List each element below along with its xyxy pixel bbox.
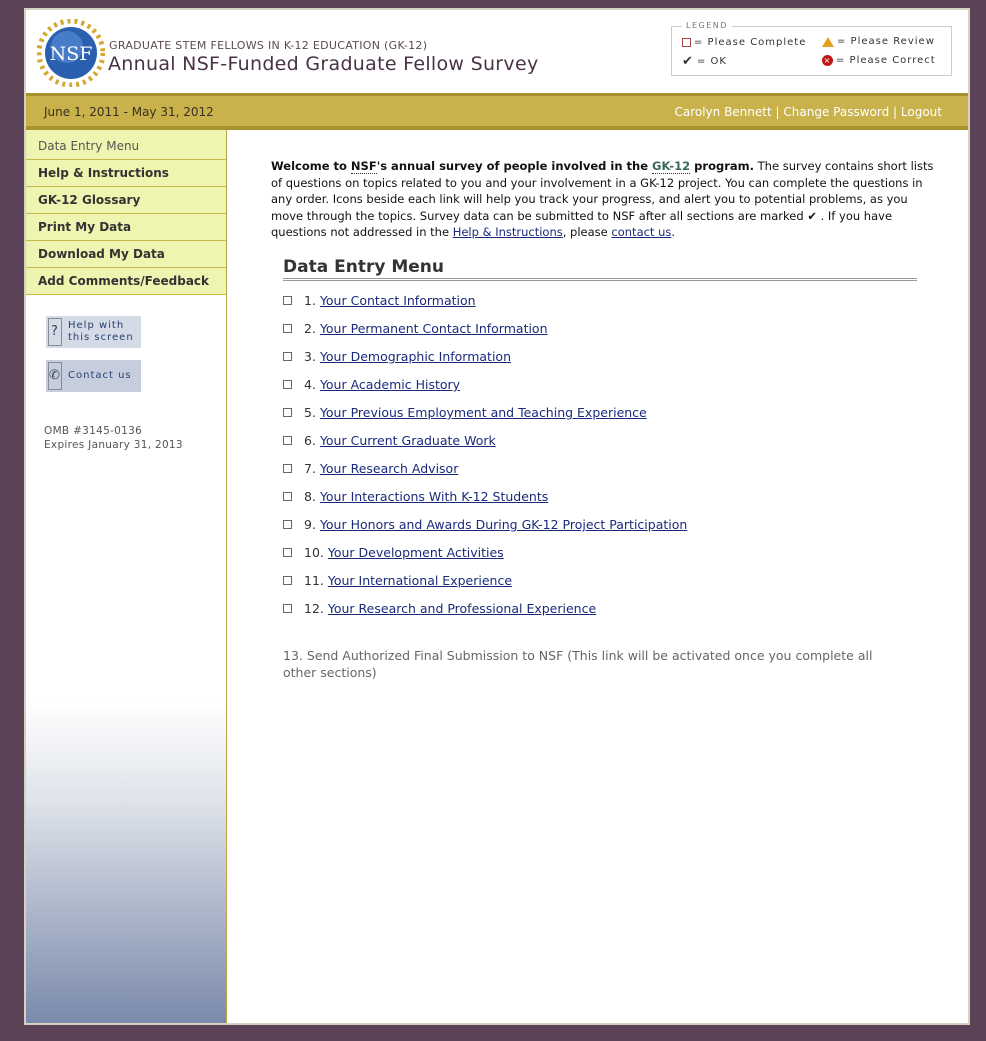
help-screen-label: Help with this screen [68, 320, 134, 343]
empty-box-icon [283, 324, 292, 333]
menu-item [283, 315, 941, 343]
empty-box-icon [283, 296, 292, 305]
empty-box-icon [283, 604, 292, 613]
menu-item [283, 483, 941, 511]
empty-box-icon [283, 520, 292, 529]
legend-review: = Please Review [837, 36, 935, 47]
help-instructions-link[interactable]: Help & Instructions [452, 225, 563, 239]
top-bar [26, 93, 968, 130]
sidebar-item-help[interactable]: Help & Instructions [26, 160, 226, 187]
change-password-link[interactable]: Change Password [783, 105, 890, 119]
menu-item-link[interactable]: Your Research and Professional Experience [327, 601, 597, 616]
legend [671, 21, 952, 76]
menu-item-link[interactable]: Your Academic History [319, 377, 461, 392]
help-screen-button[interactable] [46, 316, 141, 348]
menu-item [283, 455, 941, 483]
error-icon: × [823, 56, 832, 65]
sidebar-item-glossary[interactable]: GK-12 Glossary [26, 187, 226, 214]
item-number: 3. [304, 349, 316, 364]
sidebar-item-download[interactable]: Download My Data [26, 241, 226, 268]
user-name[interactable]: Carolyn Bennett [674, 105, 772, 119]
nsf-abbr: NSF [350, 159, 377, 173]
empty-box-icon [283, 436, 292, 445]
menu-item [283, 399, 941, 427]
separator: | [893, 105, 898, 119]
menu-item-link[interactable]: Your Current Graduate Work [319, 433, 496, 448]
menu-item-link[interactable]: Your Previous Employment and Teaching Experience [319, 405, 647, 420]
menu-item [283, 511, 941, 539]
separator: | [775, 105, 780, 119]
item-number: 7. [304, 461, 316, 476]
item-number: 6. [304, 433, 316, 448]
omb-number: OMB #3145-0136 [44, 425, 143, 437]
menu-item [283, 287, 941, 315]
menu-item-link[interactable]: Your Research Advisor [319, 461, 459, 476]
legend-complete: = Please Complete [694, 37, 807, 48]
menu-item-link[interactable]: Your International Experience [327, 573, 513, 588]
menu-item-link[interactable]: Your Honors and Awards During GK-12 Project Participation [319, 517, 688, 532]
sidebar-item-data-entry-menu[interactable]: Data Entry Menu [26, 130, 226, 160]
intro-text: Welcome to NSF's annual survey of people involved in the GK-12 program. The survey contains short lists of questions on topics related to you and your involvement in a GK-12 project. You can complete the questions in any order. Icons beside each link will help you track your progress, and alert you to potential problems, as you move through the topics. Survey data can be submitted to NSF after all sections are marked ✔ . If you have questions not addressed in the Help & Instructions, please contact us. [271, 159, 934, 239]
menu-item [283, 539, 941, 567]
empty-box-icon [682, 38, 691, 47]
question-icon: ? [48, 318, 62, 346]
contact-us-label: Contact us [68, 370, 132, 381]
gk12-abbr: GK-12 [652, 159, 691, 173]
legend-ok: = OK [696, 56, 727, 67]
item-number: 11. [304, 573, 324, 588]
item-number: 2. [304, 321, 316, 336]
empty-box-icon [283, 492, 292, 501]
item-number: 9. [304, 517, 316, 532]
legend-correct: = Please Correct [836, 55, 936, 66]
sidebar-item-feedback[interactable]: Add Comments/Feedback [26, 268, 226, 295]
menu-item-link[interactable]: Your Permanent Contact Information [319, 321, 548, 336]
menu-item [283, 427, 941, 455]
site-title: Annual NSF-Funded Graduate Fellow Survey [108, 53, 539, 75]
empty-box-icon [283, 576, 292, 585]
menu-item-link[interactable]: Your Development Activities [327, 545, 504, 560]
contact-us-button[interactable] [46, 360, 141, 392]
empty-box-icon [283, 352, 292, 361]
item-number: 5. [304, 405, 316, 420]
empty-box-icon [283, 464, 292, 473]
legend-title: LEGEND [682, 21, 732, 30]
menu-item-link[interactable]: Your Interactions With K-12 Students [319, 489, 549, 504]
item-number: 10. [304, 545, 324, 560]
item-number: 12. [304, 601, 324, 616]
final-submission-text: 13. Send Authorized Final Submission to NSF (This link will be activated once you complete all other sections) [283, 647, 873, 680]
menu-item [283, 567, 941, 595]
site-subtitle: GRADUATE STEM FELLOWS IN K-12 EDUCATION (GK-12) [109, 39, 428, 52]
check-icon: ✔ [807, 208, 817, 223]
empty-box-icon [283, 380, 292, 389]
sidebar [26, 130, 227, 1023]
omb-expires: Expires January 31, 2013 [44, 439, 183, 451]
check-icon: ✔ [682, 54, 694, 69]
item-number: 1. [304, 293, 316, 308]
survey-period: June 1, 2011 - May 31, 2012 [44, 105, 214, 119]
warning-icon [822, 37, 834, 47]
menu-item [283, 371, 941, 399]
menu-item [283, 595, 941, 623]
menu-item-link[interactable]: Your Demographic Information [319, 349, 512, 364]
empty-box-icon [283, 548, 292, 557]
logout-link[interactable]: Logout [900, 105, 942, 119]
item-number: 8. [304, 489, 316, 504]
page [24, 8, 970, 1025]
header [26, 10, 968, 93]
main-content [271, 158, 941, 681]
empty-box-icon [283, 408, 292, 417]
svg-text:NSF: NSF [49, 43, 93, 65]
menu-heading: Data Entry Menu [283, 257, 917, 281]
menu-item-link[interactable]: Your Contact Information [319, 293, 476, 308]
sidebar-item-print[interactable]: Print My Data [26, 214, 226, 241]
nsf-logo [37, 19, 105, 87]
contact-us-link[interactable]: contact us [611, 225, 672, 239]
item-number: 4. [304, 377, 316, 392]
phone-icon: ✆ [48, 362, 62, 390]
menu-item [283, 343, 941, 371]
